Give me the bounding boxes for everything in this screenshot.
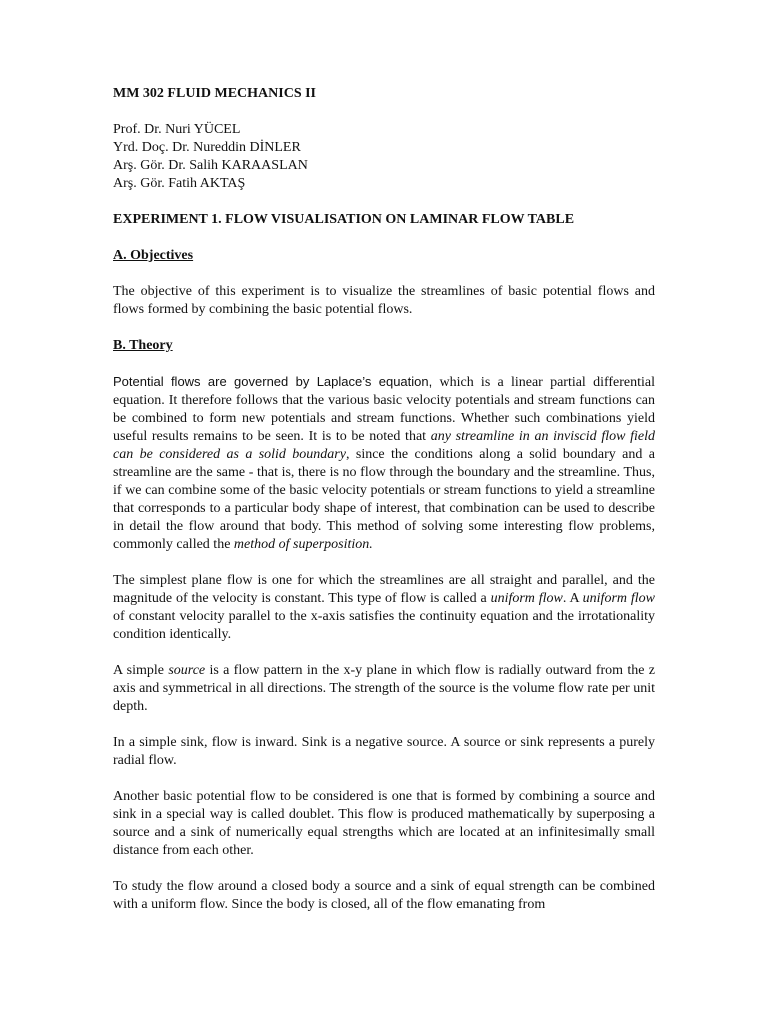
author-line: Yrd. Doç. Dr. Nureddin DİNLER [113, 140, 301, 155]
theory-emphasis: source [168, 663, 206, 678]
theory-text-run: is a flow pattern in the x-y plane in which flow is radially outward from the z axis and symmetrical in all directions. The strength of the source is the volume flow rate per unit depth. [113, 663, 656, 714]
theory-text-run: of constant velocity parallel to the x-axis satisfies the continuity equation and the irrotationality condition identically. [113, 609, 655, 642]
theory-text-run: which is a linear partial differential equation. It therefore follows that the various basic velocity potentials and stream functions can be combined to form new potentials and stream functions. Whether such combinations yield useful results remains to be seen. It is to be noted that [113, 375, 655, 444]
theory-paragraph-superposition [113, 373, 655, 554]
course-title: MM 302 FLUID MECHANICS II [113, 86, 316, 101]
theory-text-run: Potential flows are governed by Laplace’s equation, [113, 374, 433, 389]
theory-heading: B. Theory [113, 338, 173, 353]
author-line: Arş. Gör. Dr. Salih KARAASLAN [113, 158, 308, 173]
theory-text-run: The simplest plane flow is one for which the streamlines are all straight and parallel, and the magnitude of the velocity is constant. This type of flow is called a [113, 573, 655, 606]
experiment-title: EXPERIMENT 1. FLOW VISUALISATION ON LAMINAR FLOW TABLE [113, 212, 575, 227]
theory-emphasis: uniform flow [490, 591, 563, 606]
author-line: Arş. Gör. Fatih AKTAŞ [113, 176, 246, 191]
theory-paragraph-doublet: Another basic potential flow to be considered is one that is formed by combining a source and sink in a special way is called doublet. This flow is produced mathematically by superposing a source and a sink of numerically equal strengths which are located at an infinitesimally small distance from each other. [113, 789, 655, 858]
theory-paragraph-uniform-flow [113, 572, 655, 644]
objectives-heading: A. Objectives [113, 248, 194, 263]
objectives-paragraph: The objective of this experiment is to visualize the streamlines of basic potential flows and flows formed by combining the basic potential flows. [113, 284, 655, 317]
theory-text-run: A simple [113, 663, 169, 678]
theory-paragraph-source [113, 662, 655, 716]
theory-text-run: , since the conditions along a solid boundary and a streamline are the same - that is, there is no flow through the boundary and the streamline. Thus, if we can combine some of the basic velocity potentials or stream functions to yield a streamline that corresponds to a particular body shape of interest, that combination can be used to describe in detail the flow around that body. This method of solving some interesting flow problems, commonly called the [113, 447, 655, 552]
document-page [113, 85, 655, 914]
theory-paragraph-sink: In a simple sink, flow is inward. Sink is a negative source. A source or sink represents a purely radial flow. [113, 735, 655, 768]
theory-emphasis: method of superposition. [233, 537, 373, 552]
theory-emphasis: any streamline in an inviscid flow field can be considered as a solid boundary [113, 429, 656, 462]
theory-paragraph-closed-body: To study the flow around a closed body a source and a sink of equal strength can be combined with a uniform flow. Since the body is closed, all of the flow emanating from [113, 879, 655, 912]
author-line: Prof. Dr. Nuri YÜCEL [113, 122, 241, 137]
theory-text-run: . A [562, 591, 583, 606]
theory-emphasis: uniform flow [582, 591, 655, 606]
author-list [113, 121, 655, 193]
